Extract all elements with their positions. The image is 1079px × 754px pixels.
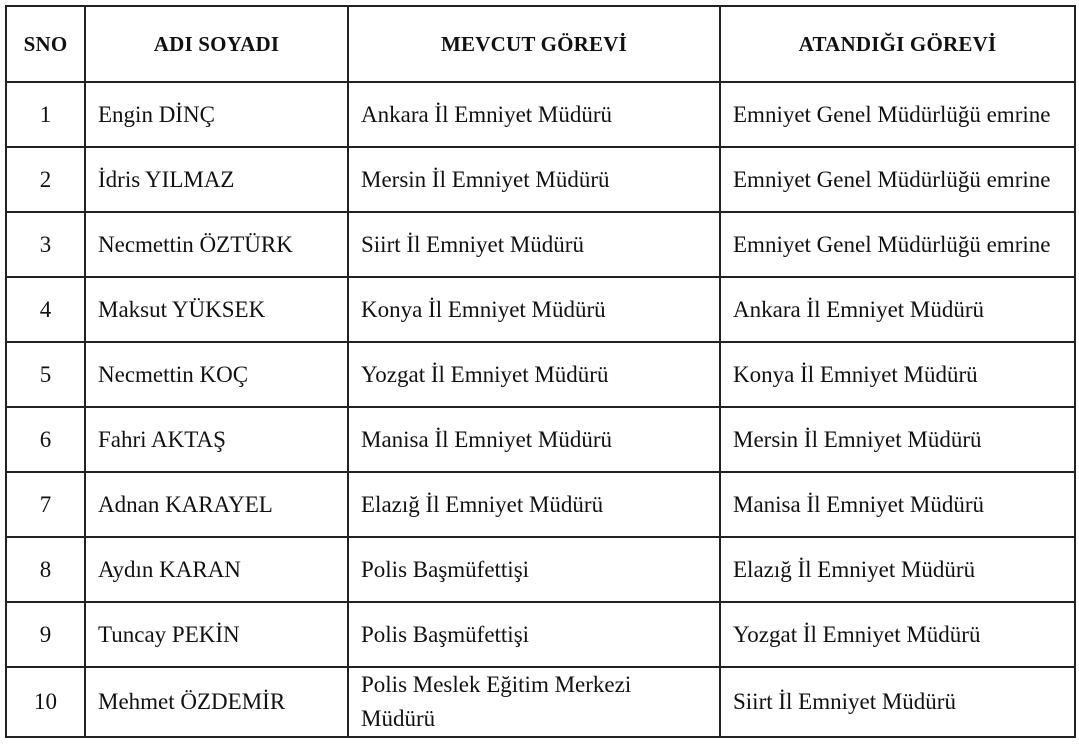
header-current-position: MEVCUT GÖREVİ bbox=[348, 6, 720, 82]
table-row bbox=[6, 342, 1075, 407]
table-row bbox=[6, 537, 1075, 602]
cell-sno: 6 bbox=[6, 407, 85, 472]
header-assigned-position: ATANDIĞI GÖREVİ bbox=[720, 6, 1075, 82]
cell-current-position: Manisa İl Emniyet Müdürü bbox=[348, 407, 720, 472]
cell-assigned-position: Yozgat İl Emniyet Müdürü bbox=[720, 602, 1075, 667]
cell-name: Tuncay PEKİN bbox=[85, 602, 348, 667]
cell-current-position: Konya İl Emniyet Müdürü bbox=[348, 277, 720, 342]
cell-name: Necmettin KOÇ bbox=[85, 342, 348, 407]
cell-assigned-position: Manisa İl Emniyet Müdürü bbox=[720, 472, 1075, 537]
cell-assigned-position: Emniyet Genel Müdürlüğü emrine bbox=[720, 147, 1075, 212]
table-row bbox=[6, 407, 1075, 472]
table-row bbox=[6, 147, 1075, 212]
cell-assigned-position: Konya İl Emniyet Müdürü bbox=[720, 342, 1075, 407]
cell-current-position: Polis Meslek Eğitim Merkezi Müdürü bbox=[348, 667, 720, 737]
table-row bbox=[6, 277, 1075, 342]
cell-name: Fahri AKTAŞ bbox=[85, 407, 348, 472]
cell-sno: 2 bbox=[6, 147, 85, 212]
cell-current-position: Yozgat İl Emniyet Müdürü bbox=[348, 342, 720, 407]
header-name: ADI SOYADI bbox=[85, 6, 348, 82]
assignment-table bbox=[5, 5, 1076, 738]
cell-current-position: Elazığ İl Emniyet Müdürü bbox=[348, 472, 720, 537]
cell-name: İdris YILMAZ bbox=[85, 147, 348, 212]
cell-sno: 8 bbox=[6, 537, 85, 602]
table-row bbox=[6, 82, 1075, 147]
cell-current-position: Mersin İl Emniyet Müdürü bbox=[348, 147, 720, 212]
cell-sno: 7 bbox=[6, 472, 85, 537]
cell-name: Maksut YÜKSEK bbox=[85, 277, 348, 342]
cell-assigned-position: Elazığ İl Emniyet Müdürü bbox=[720, 537, 1075, 602]
cell-name: Adnan KARAYEL bbox=[85, 472, 348, 537]
header-sno: SNO bbox=[6, 6, 85, 82]
cell-assigned-position: Siirt İl Emniyet Müdürü bbox=[720, 667, 1075, 737]
table-row bbox=[6, 472, 1075, 537]
cell-assigned-position: Ankara İl Emniyet Müdürü bbox=[720, 277, 1075, 342]
cell-current-position: Ankara İl Emniyet Müdürü bbox=[348, 82, 720, 147]
cell-name: Necmettin ÖZTÜRK bbox=[85, 212, 348, 277]
cell-name: Aydın KARAN bbox=[85, 537, 348, 602]
cell-assigned-position: Mersin İl Emniyet Müdürü bbox=[720, 407, 1075, 472]
table-row bbox=[6, 602, 1075, 667]
cell-current-position: Siirt İl Emniyet Müdürü bbox=[348, 212, 720, 277]
cell-current-position: Polis Başmüfettişi bbox=[348, 537, 720, 602]
cell-sno: 4 bbox=[6, 277, 85, 342]
cell-name: Engin DİNÇ bbox=[85, 82, 348, 147]
table-row bbox=[6, 667, 1075, 737]
table-header-row bbox=[6, 6, 1075, 82]
table-row bbox=[6, 212, 1075, 277]
cell-sno: 10 bbox=[6, 667, 85, 737]
cell-sno: 9 bbox=[6, 602, 85, 667]
cell-name: Mehmet ÖZDEMİR bbox=[85, 667, 348, 737]
cell-sno: 5 bbox=[6, 342, 85, 407]
cell-assigned-position: Emniyet Genel Müdürlüğü emrine bbox=[720, 212, 1075, 277]
cell-assigned-position: Emniyet Genel Müdürlüğü emrine bbox=[720, 82, 1075, 147]
cell-current-position: Polis Başmüfettişi bbox=[348, 602, 720, 667]
cell-sno: 3 bbox=[6, 212, 85, 277]
cell-sno: 1 bbox=[6, 82, 85, 147]
